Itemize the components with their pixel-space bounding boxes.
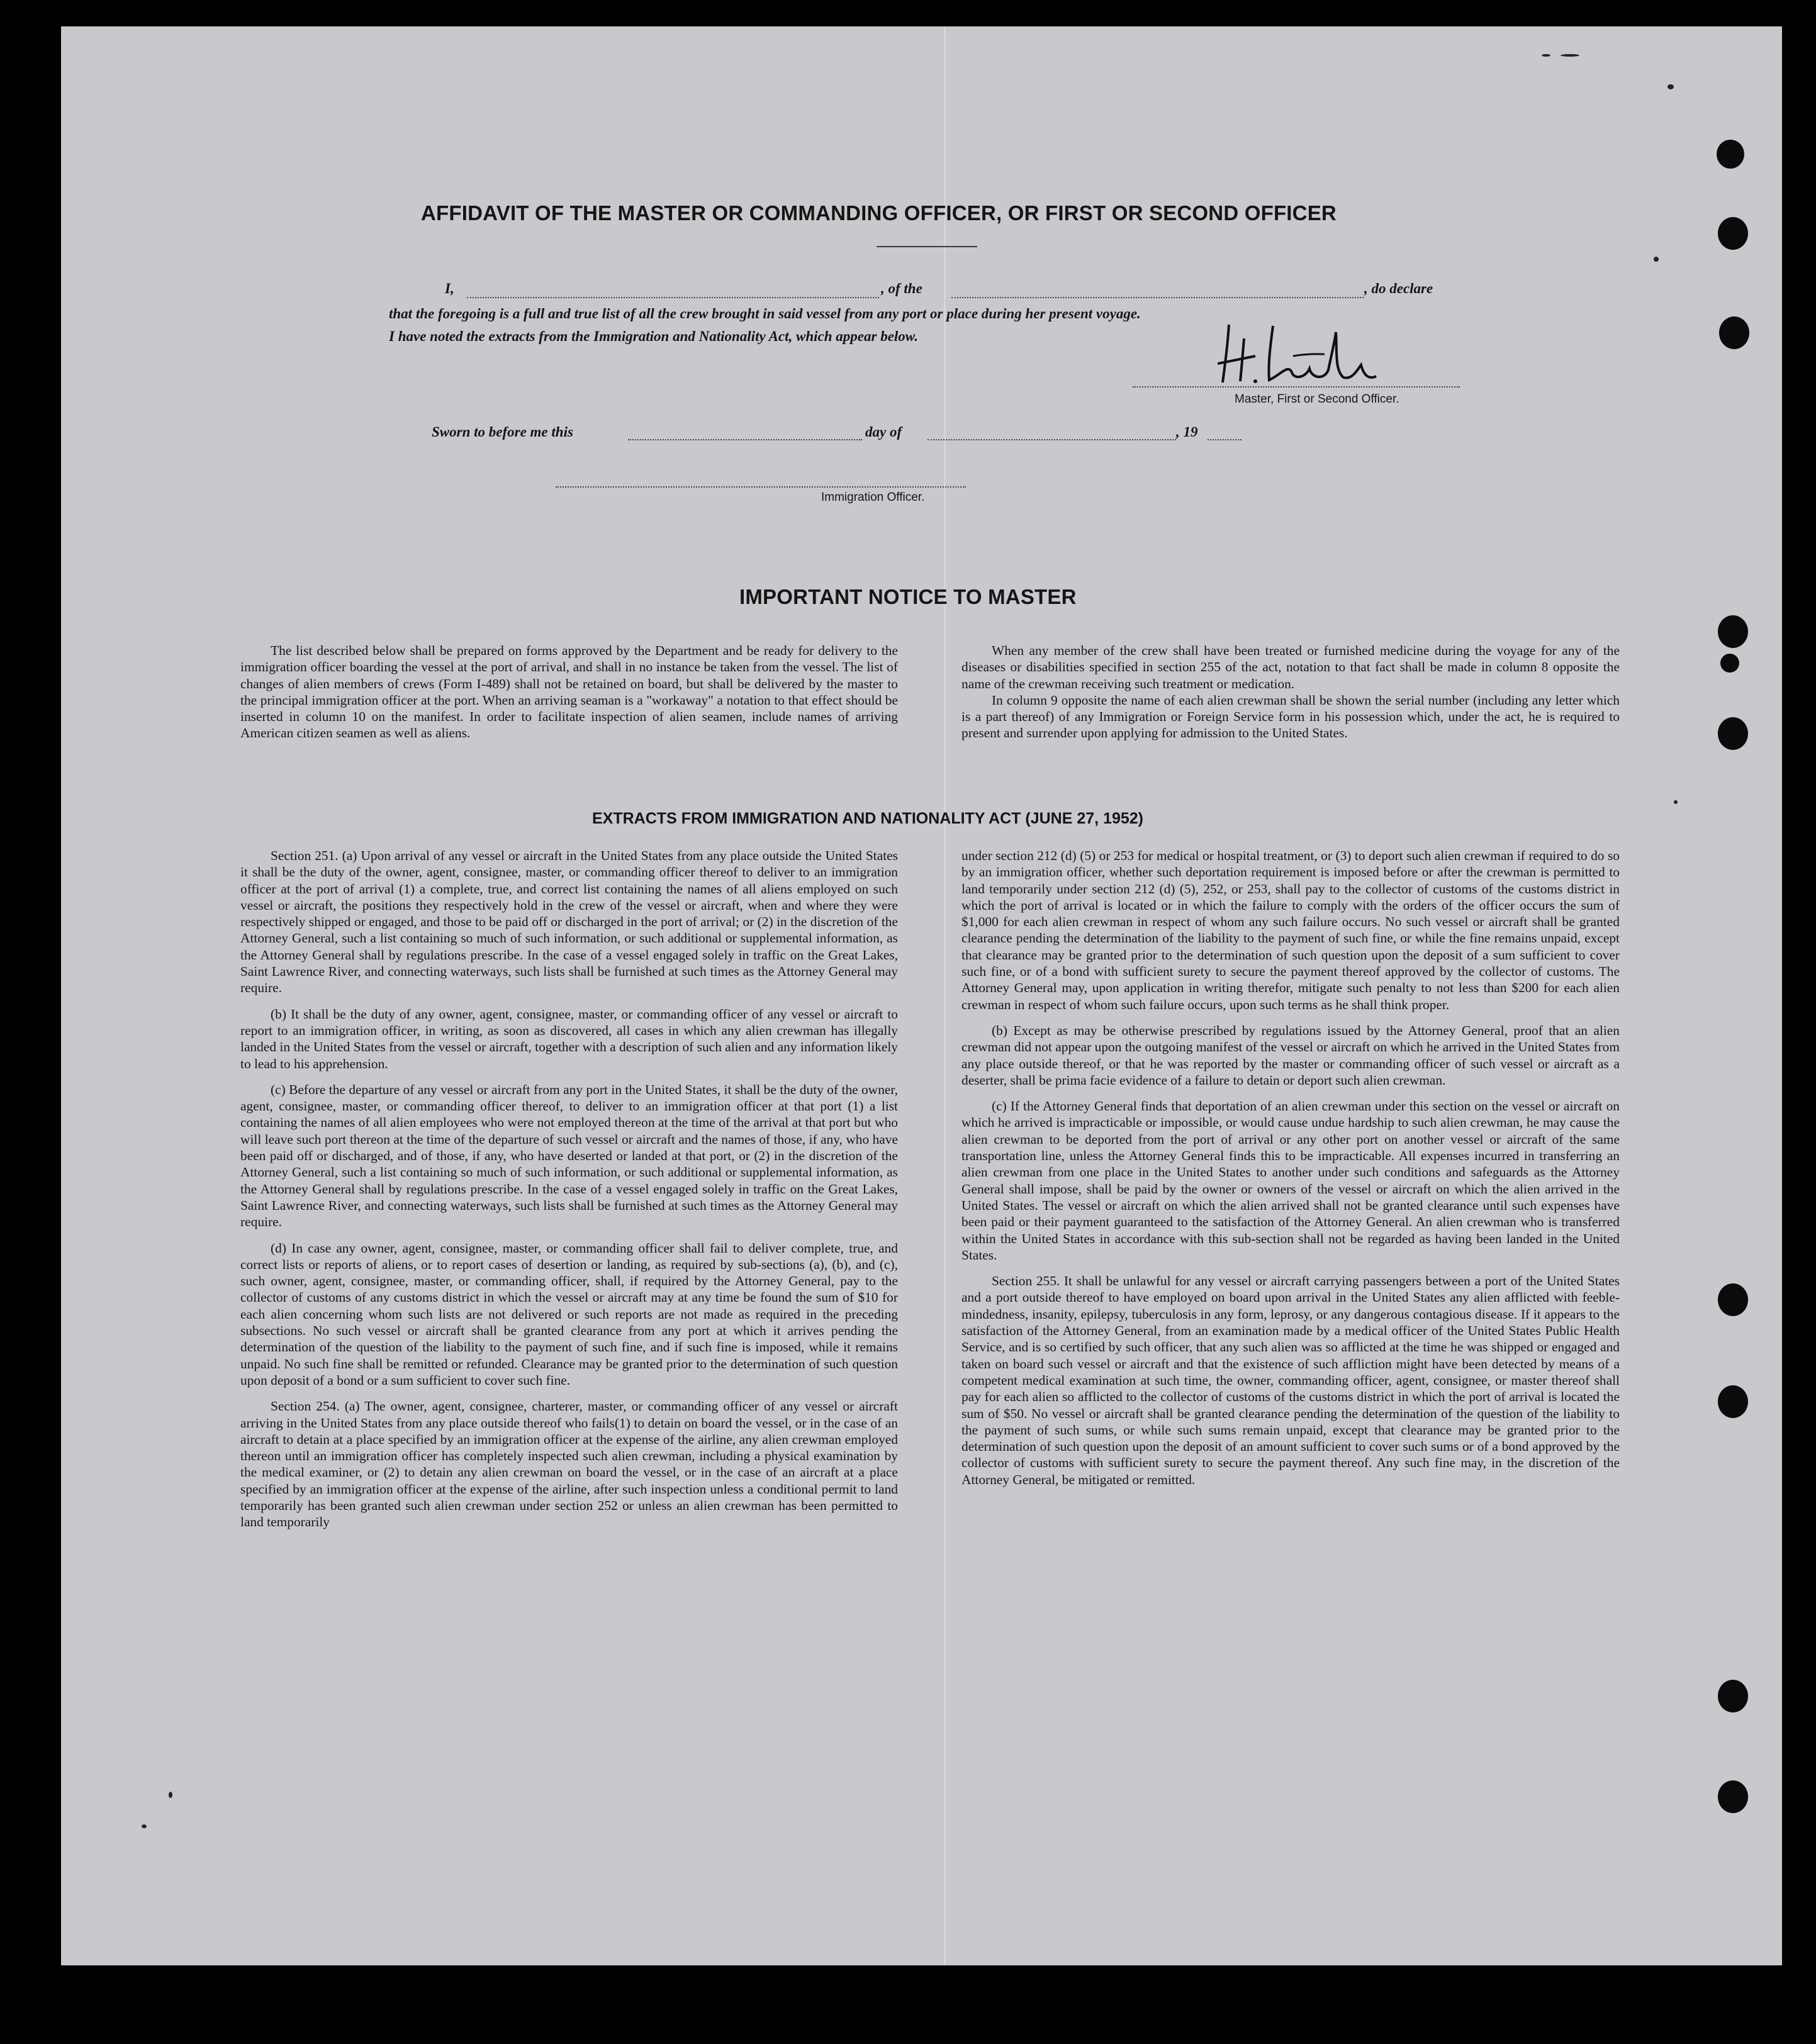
ink-speck — [1667, 84, 1674, 89]
section-251-b: (b) It shall be the duty of any owner, agent, consignee, master, or commanding officer of any vessel or aircraft to report to an immigration officer, in writing, as soon as discovered, all cases in which any alien crewman has illegally landed in the United States from the vessel or aircraft, together with a description of such alien and any information likely to lead to his apprehension. — [240, 1006, 898, 1071]
binder-hole — [1720, 654, 1739, 673]
extracts-right-column — [961, 847, 1620, 1497]
declaration-line-1: that the foregoing is a full and true list of all the crew brought in said vessel from any port or place during her present voyage. — [389, 306, 1141, 321]
section-251-a: Section 251. (a) Upon arrival of any vessel or aircraft in the United States from any place outside the United States it shall be the duty of the owner, agent, consignee, master, or commanding officer thereof to deliver to an immigration officer at the port of arrival (1) a complete, true, and correct list containing the names of all aliens employed on such vessel or aircraft, the positions they respectively hold in the crew of the vessel or aircraft, when and where they were respectively shipped or engaged, and those to be paid off or discharged in the port of arrival; or (2) in the discretion of the Attorney General, such a list containing so much of such information, or such additional or supplemental information, as the Attorney General shall by regulations prescribe. In the case of a vessel engaged solely in traffic on the Great Lakes, Saint Lawrence River, and connecting waterways, such lists shall be furnished at such times as the Attorney General may require. — [240, 848, 898, 996]
binder-hole — [1718, 217, 1748, 250]
day-of-label: day of — [865, 424, 902, 440]
section-251-c: (c) Before the departure of any vessel or aircraft from any port in the United States, it shall be the duty of the owner, agent, consignee, master, or commanding officer thereof, to deliver to an immigration officer at that port (1) a list containing the names of all alien employees who were not employed thereon at the time of the arrival at that port but who will leave such port thereon at the time of the departure of such vessel or aircraft and the names of those, if any, who have been paid off or discharged, and of those, if any, who have deserted or landed at that port, or (2) in the discretion of the Attorney General, such a list containing so much of such information, or such additional or supplemental information, as the Attorney General shall by regulations prescribe. In the case of a vessel engaged solely in traffic on the Great Lakes, Saint Lawrence River, and connecting waterways, such lists shall be furnished at such times as the Attorney General may require. — [240, 1081, 898, 1230]
extracts-title: EXTRACTS FROM IMMIGRATION AND NATIONALITY ACT (JUNE 27, 1952) — [592, 810, 1143, 827]
ink-speck — [1542, 54, 1550, 57]
section-255: Section 255. It shall be unlawful for any vessel or aircraft carrying passengers between a port of the United States and a port outside thereof to have employed on board upon arrival in the United States any alien afflicted with feeble-mindedness, insanity, epilepsy, tuberculosis in any form, leprosy, or any dangerous contagious disease. If it appears to the satisfaction of the Attorney General, from an examination made by a medical officer of the United States Public Health Service, and is so certified by such officer, that any such alien was so afflicted at the time he was shipped or engaged and taken on board such vessel or aircraft and that the existence of such affliction might have been detected by means of a competent medical examination at such time, the owner, commanding officer, agent, consignee, or master thereof shall pay for each alien so afflicted to the collector of customs of the customs district in which the port of arrival is located the sum of $50. No vessel or aircraft shall be granted clearance pending the determination of the question of the liability to the payment of such sums, or while such sums remain unpaid, except that clearance may be granted prior to the determination of such question upon the deposit of an amount sufficient to cover such sums or of a bond approved by the collector of customs with sufficient surety to secure the payment thereof. Any such fine may, in the discretion of the Attorney General, be mitigated or remitted. — [961, 1273, 1620, 1487]
of-the-label: , of the — [881, 281, 922, 296]
year-label: , 19 — [1176, 424, 1198, 440]
notice-left-paragraph: The list described below shall be prepared on forms approved by the Department and be ready for delivery to the immigration officer boarding the vessel at the port of arrival, and shall in no instance be taken from the vessel. The list of changes of alien members of crews (Form I-489) shall not be retained on board, but shall be delivered by the master to the principal immigration officer at the port. When an arriving seaman is a "workaway" a notation to that effect should be inserted in column 10 on the manifest. In order to facilitate inspection of alien seamen, include names of arriving American citizen seamen as well as aliens. — [240, 643, 898, 741]
immigration-officer-caption: Immigration Officer. — [821, 491, 925, 504]
binder-hole — [1719, 316, 1749, 349]
signature-field[interactable] — [1133, 386, 1460, 388]
binder-hole — [1718, 615, 1748, 648]
section-254-b: (b) Except as may be otherwise prescribed by regulations issued by the Attorney General, proof that an alien crewman did not appear upon the outgoing manifest of the vessel or aircraft on which he arrived in the United States from any place outside thereof, or that he was reported by the master or commanding officer of such vessel or aircraft as a deserter, shall be prima facie evidence of a failure to detain or deport such alien crewman. — [961, 1022, 1620, 1088]
i-label: I, — [445, 281, 454, 296]
title-underline — [877, 246, 977, 247]
sworn-day-field[interactable] — [628, 439, 862, 440]
ink-speck — [1561, 54, 1579, 57]
name-field[interactable] — [467, 297, 879, 298]
binder-hole — [1718, 1680, 1748, 1712]
vessel-field[interactable] — [951, 297, 1364, 298]
ink-speck — [169, 1792, 172, 1798]
section-254-a-continued: under section 212 (d) (5) or 253 for medical or hospital treatment, or (3) to deport such alien crewman if required to do so by an immigration officer, whether such deportation requirement is imposed before or after the crewman is permitted to land temporarily under section 212 (d) (5), 252, or 253, shall pay to the collector of customs of the customs district in which the port of arrival is located or in which the failure to comply with the orders of the officer occurs the sum of $1,000 for each alien crewman in respect of whom any such failure occurs. No such vessel or aircraft shall be granted clearance pending the determination of the liability to the payment of such fine, or while the fine remains unpaid, except that clearance may be granted prior to the determination of such question upon the deposit of a sum sufficient to cover such fine, or of a bond with sufficient surety to secure the payment thereof approved by the collector of customs. The Attorney General may, upon application in writing therefor, mitigate such penalty to not less than $200 for each alien crewman in respect of whom such failure occurs, upon such terms as he shall think proper. — [961, 848, 1620, 1012]
signature-caption: Master, First or Second Officer. — [1235, 393, 1399, 406]
section-254-c: (c) If the Attorney General finds that deportation of an alien crewman under this section on the vessel or aircraft on which he arrived is impracticable or impossible, or would cause undue hardship to such alien crewman, he may cause the alien crewman to be deported from the port of arrival or any other port on another vessel or aircraft of the same transportation line, unless the Attorney General finds this to be impracticable. All expenses incurred in transferring an alien crewman from one place in the United States to another under such conditions and safeguards as the Attorney General shall impose, shall be paid by the owner or owners of the vessel or aircraft on which the alien arrived in the United States. The vessel or aircraft on which the alien arrived shall not be granted clearance until such expenses have been paid or their payment guaranteed to the satisfaction of the Attorney General. An alien crewman who is transferred within the United States in accordance with this sub-section shall not be regarded as having been landed in the United States. — [961, 1098, 1620, 1263]
sworn-label: Sworn to before me this — [432, 424, 573, 440]
binder-hole — [1718, 717, 1748, 750]
extracts-left-column — [240, 847, 898, 1540]
notice-right-column — [961, 642, 1620, 742]
sworn-month-field[interactable] — [928, 439, 1176, 440]
binder-hole — [1718, 1780, 1748, 1813]
sworn-year-field[interactable] — [1208, 439, 1241, 440]
section-254-a: Section 254. (a) The owner, agent, consignee, charterer, master, or commanding officer of any vessel or aircraft arriving in the United States from any place outside thereof who fails(1) to detain on board the vessel, or in the case of an aircraft to detain at a place specified by an immigration officer at the expense of the airline, any alien crewman employed thereon until an immigration officer has completely inspected such alien crewman, including a physical examination by the medical examiner, or (2) to detain any alien crewman on board the vessel, or in the case of an aircraft at a place specified by an immigration officer at the expense of the airline, after such inspection unless a conditional permit to land temporarily has been granted such alien crewman under section 252 or unless an alien crewman has been permitted to land temporarily — [240, 1399, 898, 1530]
notice-right-paragraph-1: When any member of the crew shall have been treated or furnished medicine during the voyage for any of the diseases or disabilities specified in section 255 of the act, notation to that fact shall be made in column 8 opposite the name of the crewman receiving such treatment or medication. — [961, 643, 1620, 691]
binder-hole — [1718, 1385, 1748, 1418]
notice-title: IMPORTANT NOTICE TO MASTER — [739, 585, 1077, 608]
declaration-line-2: I have noted the extracts from the Immigration and Nationality Act, which appear below. — [389, 328, 919, 344]
ink-speck — [142, 1824, 147, 1828]
notice-right-paragraph-2: In column 9 opposite the name of each alien crewman shall be shown the serial number (including any letter which is a part thereof) of any Immigration or Foreign Service form in his possession which, under the act, he is required to present and surrender upon applying for admission to the United States. — [961, 692, 1620, 741]
do-declare-label: , do declare — [1364, 281, 1433, 296]
affidavit-title: AFFIDAVIT OF THE MASTER OR COMMANDING OFFICER, OR FIRST OR SECOND OFFICER — [421, 201, 1337, 225]
ink-speck — [1654, 257, 1659, 262]
section-251-d: (d) In case any owner, agent, consignee, master, or commanding officer shall fail to deliver complete, true, and correct lists or reports of aliens, or to report cases of desertion or landing, as required by sub-sections (a), (b), and (c), such owner, agent, consignee, master, or commanding officer, shall, if required by the Attorney General, pay to the collector of customs of any customs district in which the vessel or aircraft may at any time be found the sum of $10 for each alien concerning whom such lists are not delivered or such reports are not made as required in the preceding subsections. No such vessel or aircraft shall be granted clearance from any port at which it arrives pending the determination of the question of the liability to the payment of such fine, and if such fine is imposed, while it remains unpaid. No such fine shall be remitted or refunded. Clearance may be granted prior to the determination of such question upon deposit of a bond or a sum sufficient to cover such fine. — [240, 1240, 898, 1388]
binder-hole — [1717, 140, 1744, 169]
immigration-officer-field[interactable] — [556, 486, 966, 488]
ink-speck — [1674, 800, 1678, 804]
binder-hole — [1718, 1283, 1748, 1316]
notice-left-column — [240, 642, 898, 742]
handwritten-signature — [1218, 320, 1384, 395]
